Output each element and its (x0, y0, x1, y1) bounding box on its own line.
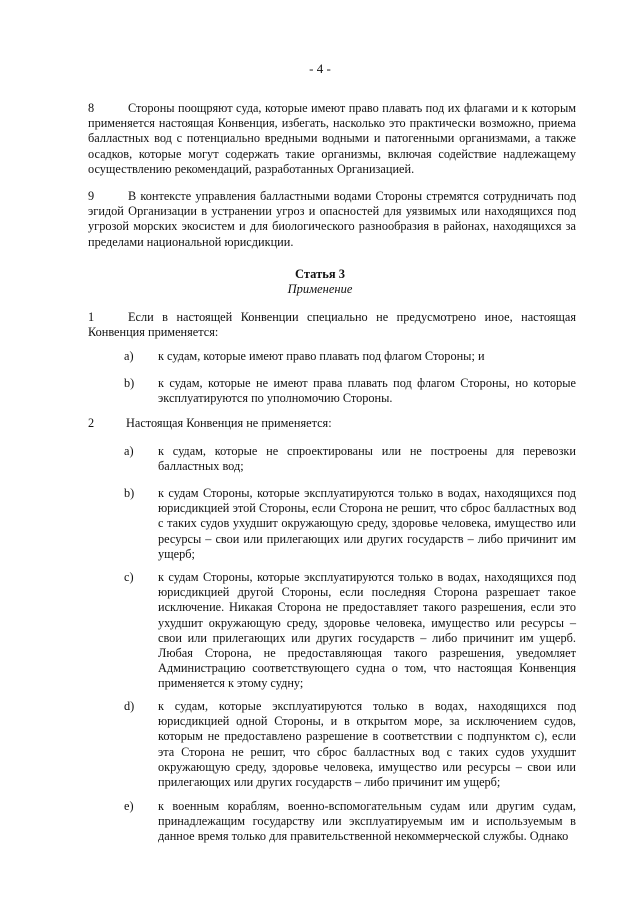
clause-2-item-a-label: a) (124, 444, 134, 458)
clause-2-item-c-text: к судам Стороны, которые эксплуатируются только в водах, находящихся под юрисдикцией другой Стороны, если последняя Сторона разрешает такое исключение. Никакая Сторона не предоставляет такого разрешения, если это ухудшит окружающую среду, здоровье человека, имущество или ресурсы – свои или прилегающих или других государств – либо причинит им ущерб. Любая Сторона, не предоставляющая такого разрешения, уведомляет Администрацию соответствующего судна о том, что настоящая Конвенция применяется к этому судну; (158, 570, 576, 691)
clause-2-item-e-text: к военным кораблям, военно-вспомогательным судам или другим судам, принадлежащим государству или эксплуатируемым им и используемым в данное время только для правительственной некоммерческой службы. Однако (158, 799, 576, 844)
paragraph-8-text: Стороны поощряют суда, которые имеют право плавать под их флагами и к которым применяется настоящая Конвенция, избегать, насколько это практически возможно, приема балластных вод с потенциально вредными водными и патогенными организмами, а также осадков, которые могут содержать такие организмы, включая содействие надлежащему осуществлению рекомендаций, разработанных Организацией. (88, 101, 576, 176)
clause-2-item-b-text: к судам Стороны, которые эксплуатируются только в водах, находящихся под юрисдикцией этой Стороны, если Сторона не решит, что сброс балластных вод с таких судов ухудшит окружающую среду, здоровье человека, имущество или ресурсы – свои или прилегающих или других государств – либо причинит им ущерб; (158, 486, 576, 561)
clause-1-item-a-label: a) (124, 349, 134, 363)
clause-1-item-a-text: к судам, которые имеют право плавать под флагом Стороны; и (158, 349, 485, 363)
clause-2-item-d-label: d) (124, 699, 135, 713)
page-number: - 4 - (309, 61, 331, 76)
clause-1-text: Если в настоящей Конвенции специально не предусмотрено иное, настоящая Конвенция применяется: (88, 310, 576, 340)
clause-2-item-d-text: к судам, которые эксплуатируются только в водах, находящихся под юрисдикцией одной Стороны, и в открытом море, за исключением судов, которым не предоставлено разрешение в соответствии с подпунктом c), если эта Сторона не решит, что сброс балластных вод с таких судов ухудшит окружающую среду, здоровье человека, имущество или ресурсы – свои или прилегающих или других государств – либо причинит им ущерб; (158, 699, 576, 790)
paragraph-number-9: 9 (88, 189, 95, 203)
paragraph-number-8: 8 (88, 101, 95, 115)
paragraph-9-text: В контексте управления балластными водами Стороны стремятся сотрудничать под эгидой Организации в устранении угроз и опасностей для уязвимых или находящихся под угрозой морских экосистем и для биологического разнообразия в районах, находящихся за пределами национальной юрисдикции. (88, 189, 576, 249)
clause-number-1: 1 (88, 310, 95, 324)
clause-1-item-b-label: b) (124, 376, 135, 390)
clause-2-item-b-label: b) (124, 486, 135, 500)
clause-number-2: 2 (88, 416, 95, 430)
clause-2-item-e-label: e) (124, 799, 134, 813)
clause-2-item-c-label: c) (124, 570, 134, 584)
article-subtitle: Применение (287, 282, 353, 296)
clause-1-item-b-text: к судам, которые не имеют права плавать под флагом Стороны, но которые эксплуатируются по уполномочию Стороны. (158, 376, 576, 406)
clause-2-text: Настоящая Конвенция не применяется: (126, 416, 332, 430)
article-title: Статья 3 (295, 267, 345, 281)
clause-2-item-a-text: к судам, которые не спроектированы или не построены для перевозки балластных вод; (158, 444, 576, 474)
